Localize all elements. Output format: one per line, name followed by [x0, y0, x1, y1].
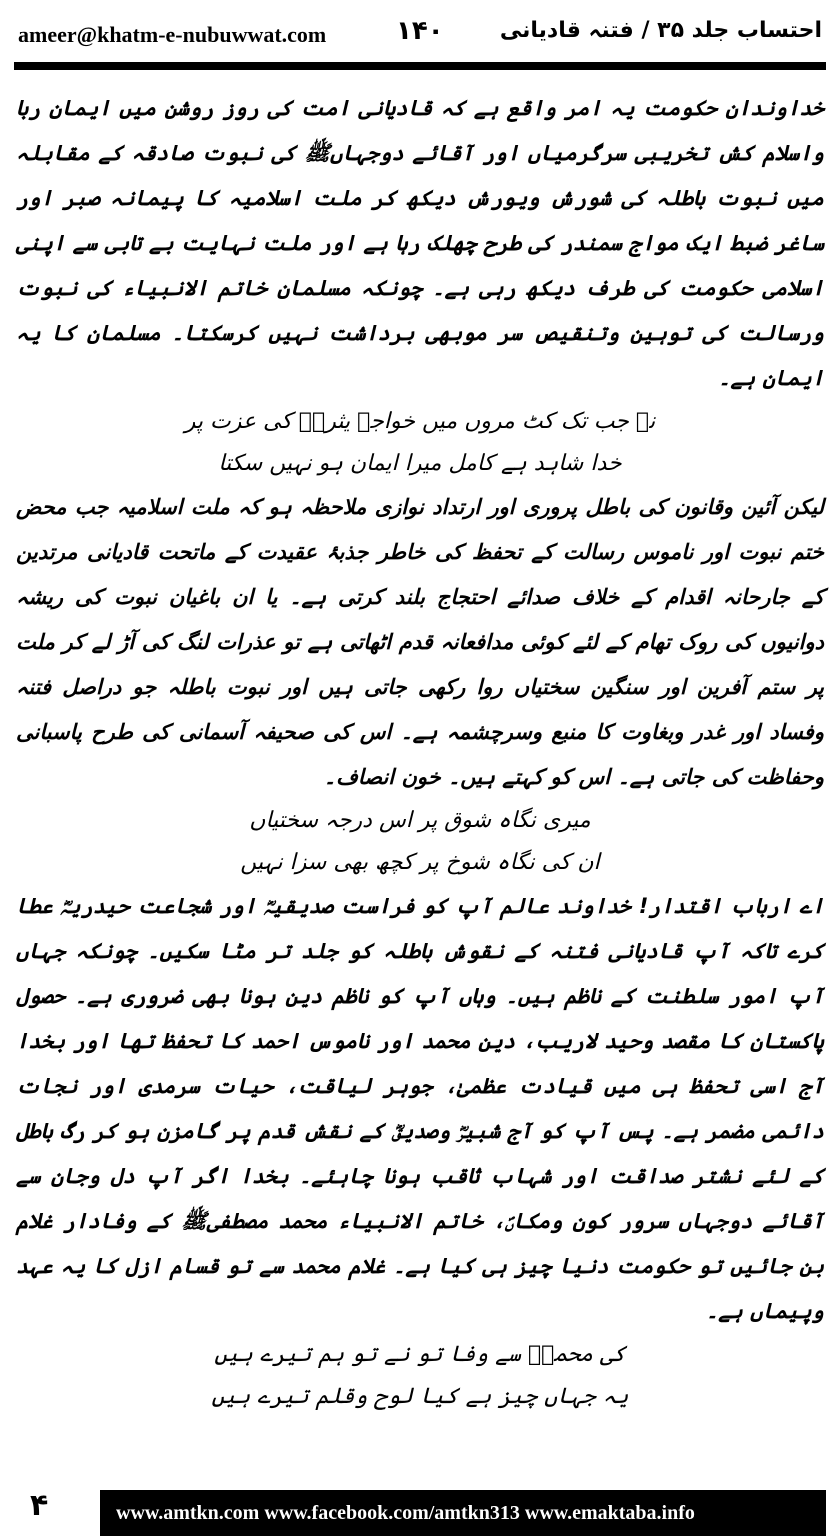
paragraph-3: اے ارباب اقتدار! خداوند عالم آپ کو فراست صدیقیہؓ اور شجاعت حیدریہؓ عطا کرے تاکہ آپ قادیانی فتنہ کے نقوش باطلہ کو جلد تر مٹا سکیں۔ چونکہ جہاں آپ امور سلطنت کے ناظم ہیں۔ وہاں آپ کو ناظم دین ہونا بھی ضروری ہے۔ حصول پاکستان کا مقصد وحید لاریب، دین محمد اور ناموس احمد کا تحفظ تھا اور بخدا آج اسی تحفظ ہی میں قیادت عظمیٰ، جوہر لیاقت، حیات سرمدی اور نجات دائمی مضمر ہے۔ پس آپ کو آج شبیرؓ وصدیقؓ کے نقش قدم پر گامزن ہو کر رگ باطل کے لئے نشتر صداقت اور شہاب ثاقب ہونا چاہئے۔ بخدا اگر آپ دل وجان سے آقائے دوجہاں سرور کون ومکاںؐ، خاتم الانبیاء محمد مصطفیﷺ کے وفادار غلام بن جائیں تو حکومت دنیا چیز ہی کیا ہے۔ غلام محمد سے تو قسام ازل کا یہ عہد وپیماں ہے۔ [16, 894, 824, 1323]
verse-1-line-2: خدا شاہد ہے کامل میرا ایمان ہو نہیں سکتا [218, 451, 622, 476]
footer-links[interactable]: www.amtkn.com www.facebook.com/amtkn313 www.emaktaba.info [116, 1502, 695, 1524]
verse-1-line-1: نہ جب تک کٹ مروں میں خواجہ یثربؐ کی عزت پر [184, 409, 656, 434]
paragraph-2: لیکن آئین وقانون کی باطل پروری اور ارتداد نوازی ملاحظہ ہو کہ ملت اسلامیہ جب محض ختم نبوت اور ناموس رسالت کے تحفظ کی خاطر جذبۂ عقیدت کے ماتحت قادیانی مرتدین کے جارحانہ اقدام کے خلاف صدائے احتجاج بلند کرتی ہے۔ یا ان باغیان نبوت کی ریشہ دوانیوں کی روک تھام کے لئے کوئی مدافعانہ قدم اٹھاتی ہے تو عذرات لنگ کی آڑ لے کر ملت پر ستم آفرین اور سنگین سختیاں روا رکھی جاتی ہیں اور نبوت باطلہ جو دراصل فتنہ وفساد اور غدر وبغاوت کا منبع وسرچشمہ ہے۔ اس کی صحیفہ آسمانی کی طرح پاسبانی وحفاظت کی جاتی ہے۔ اس کو کہتے ہیں۔ خون انصاف۔ [16, 495, 824, 789]
footer-number: ۴ [30, 1488, 49, 1523]
verse-3-line-2: یہ جہاں چیز ہے کیا لوح وقلم تیرے ہیں [211, 1384, 629, 1409]
header-book-title: احتساب جلد ۳۵ / فتنہ قادیانی [499, 18, 822, 43]
verse-3-line-1: کی محمدؐ سے وفا تو نے تو ہم تیرے ہیں [214, 1342, 626, 1367]
header-email[interactable]: ameer@khatm-e-nubuwwat.com [18, 22, 327, 47]
page-body [16, 86, 824, 1418]
verse-2-line-2: ان کی نگاہ شوخ پر کچھ بھی سزا نہیں [240, 850, 600, 875]
header-page-number: ۱۴۰ [396, 16, 444, 46]
page-header [18, 14, 822, 54]
verse-2-line-1: میری نگاہ شوق پر اس درجہ سختیاں [249, 808, 591, 833]
header-rule [14, 62, 826, 70]
paragraph-1: خداوندان حکومت یہ امر واقع ہے کہ قادیانی امت کی روز روشن میں ایمان ربا واسلام کش تخریبی سرگرمیاں اور آقائے دوجہاںﷺ کی نبوت صادقہ کے مقابلہ میں نبوت باطلہ کی شورش ویورش دیکھ کر ملت اسلامیہ کا پیمانہ صبر اور ساغر ضبط ایک مواج سمندر کی طرح چھلک رہا ہے اور ملت نہایت بے تابی سے اپنی اسلامی حکومت کی طرف دیکھ رہی ہے۔ چونکہ مسلمان خاتم الانبیاء کی نبوت ورسالت کی توہین وتنقیص سر موبھی برداشت نہیں کرسکتا۔ مسلمان کا یہ ایمان ہے۔ [16, 96, 824, 390]
